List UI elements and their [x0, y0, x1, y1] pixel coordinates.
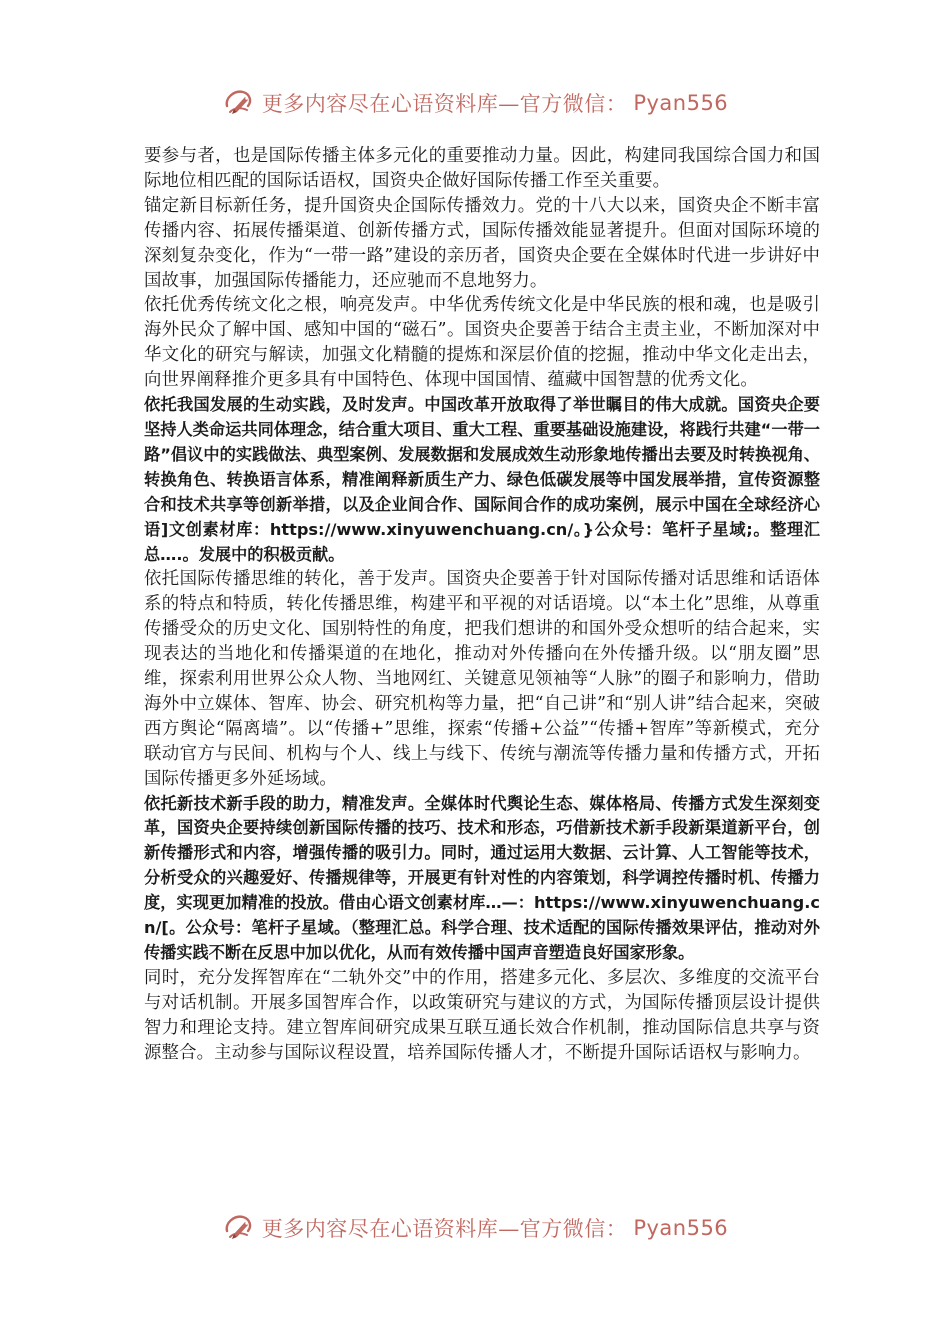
pen-swirl-logo-icon — [222, 86, 256, 120]
header-wechat-id: Pyan556 — [633, 91, 729, 115]
paragraph-3: 依托优秀传统文化之根，响亮发声。中华优秀传统文化是中华民族的根和魂，也是吸引海外民众了解中国、感知中国的“磁石”。国资央企要善于结合主责主业，不断加深对中华文化的研究与解读，加强文化精髓的提炼和深层价值的挖掘，推动中华文化走出去，向世界阐释推介更多具有中国特色、体现中国国情、蕴藏中国智慧的优秀文化。 — [144, 295, 820, 391]
pen-swirl-logo-icon — [222, 1211, 256, 1245]
paragraph-4-bold: 依托我国发展的生动实践，及时发声。中国改革开放取得了举世瞩目的伟大成就。国资央企要坚持人类命运共同体理念，结合重大项目、重大工程、重要基础设施建设，将践行共建“一带一路”倡议中的实践做法、典型案例、发展数据和发展成效生动形象地传播出去要及时转换视角、转换角色、转换语言体系，精准阐释新质生产力、绿色低碳发展等中国发展举措，宣传资源整合和技术共享等创新举措，以及企业间合作、国际间合作的成功案例，展示中国在全球经济心语]文创素材库：https://www.xinyuwenchuang.cn/。}公众号：笔杆子星域;。整理汇总….。发展中的积极贡献。 — [144, 395, 820, 564]
paragraph-7: 同时，充分发挥智库在“二轨外交”中的作用，搭建多元化、多层次、多维度的交流平台与对话机制。开展多国智库合作，以政策研究与建议的方式，为国际传播顶层设计提供智力和理论支持。建立智库间研究成果互联互通长效合作机制，推动国际信息共享与资源整合。主动参与国际议程设置，培养国际传播人才，不断提升国际话语权与影响力。 — [144, 967, 820, 1063]
header-watermark-text: 更多内容尽在心语资料库—官方微信： — [261, 92, 628, 116]
paragraph-2: 锚定新目标新任务，提升国资央企国际传播效力。党的十八大以来，国资央企不断丰富传播内容、拓展传播渠道、创新传播方式，国际传播效能显著提升。但面对国际环境的深刻复杂变化，作为“一带一路”建设的亲历者，国资央企要在全媒体时代进一步讲好中国故事，加强国际传播能力，还应驰而不息地努力。 — [144, 195, 820, 291]
paragraph-1: 要参与者，也是国际传播主体多元化的重要推动力量。因此，构建同我国综合国力和国际地位相匹配的国际话语权，国资央企做好国际传播工作至关重要。 — [144, 146, 820, 191]
footer-wechat-id: Pyan556 — [633, 1216, 729, 1240]
footer-watermark — [0, 1211, 950, 1245]
header-watermark — [0, 86, 950, 120]
footer-watermark-text: 更多内容尽在心语资料库—官方微信： — [261, 1217, 628, 1241]
paragraph-5: 依托国际传播思维的转化，善于发声。国资央企要善于针对国际传播对话思维和话语体系的特点和特质，转化传播思维，构建平和平视的对话语境。以“本土化”思维，从尊重传播受众的历史文化、国别特性的角度，把我们想讲的和国外受众想听的结合起来，实现表达的当地化和传播渠道的在地化，推动对外传播向在外传播升级。以“朋友圈”思维，探索利用世界公众人物、当地网红、关键意见领袖等“人脉”的圈子和影响力，借助海外中立媒体、智库、协会、研究机构等力量，把“自己讲”和“别人讲”结合起来，突破西方舆论“隔离墙”。以“传播+”思维，探索“传播+公益”“传播+智库”等新模式，充分联动官方与民间、机构与个人、线上与线下、传统与潮流等传播力量和传播方式，开拓国际传播更多外延场域。 — [144, 569, 820, 789]
document-body — [144, 144, 820, 1066]
paragraph-6-bold: 依托新技术新手段的助力，精准发声。全媒体时代舆论生态、媒体格局、传播方式发生深刻变革，国资央企要持续创新国际传播的技巧、技术和形态，巧借新技术新手段新渠道新平台，创新传播形式和内容，增强传播的吸引力。同时，通过运用大数据、云计算、人工智能等技术，分析受众的兴趣爱好、传播规律等，开展更有针对性的内容策划，科学调控传播时机、传播力度，实现更加精准的投放。借由心语文创素材库…—：https://www.xinyuwenchuang.cn/[。公众号：笔杆子星域。（整理汇总。科学合理、技术适配的国际传播效果评估，推动对外传播实践不断在反思中加以优化，从而有效传播中国声音塑造良好国家形象。 — [144, 793, 820, 962]
